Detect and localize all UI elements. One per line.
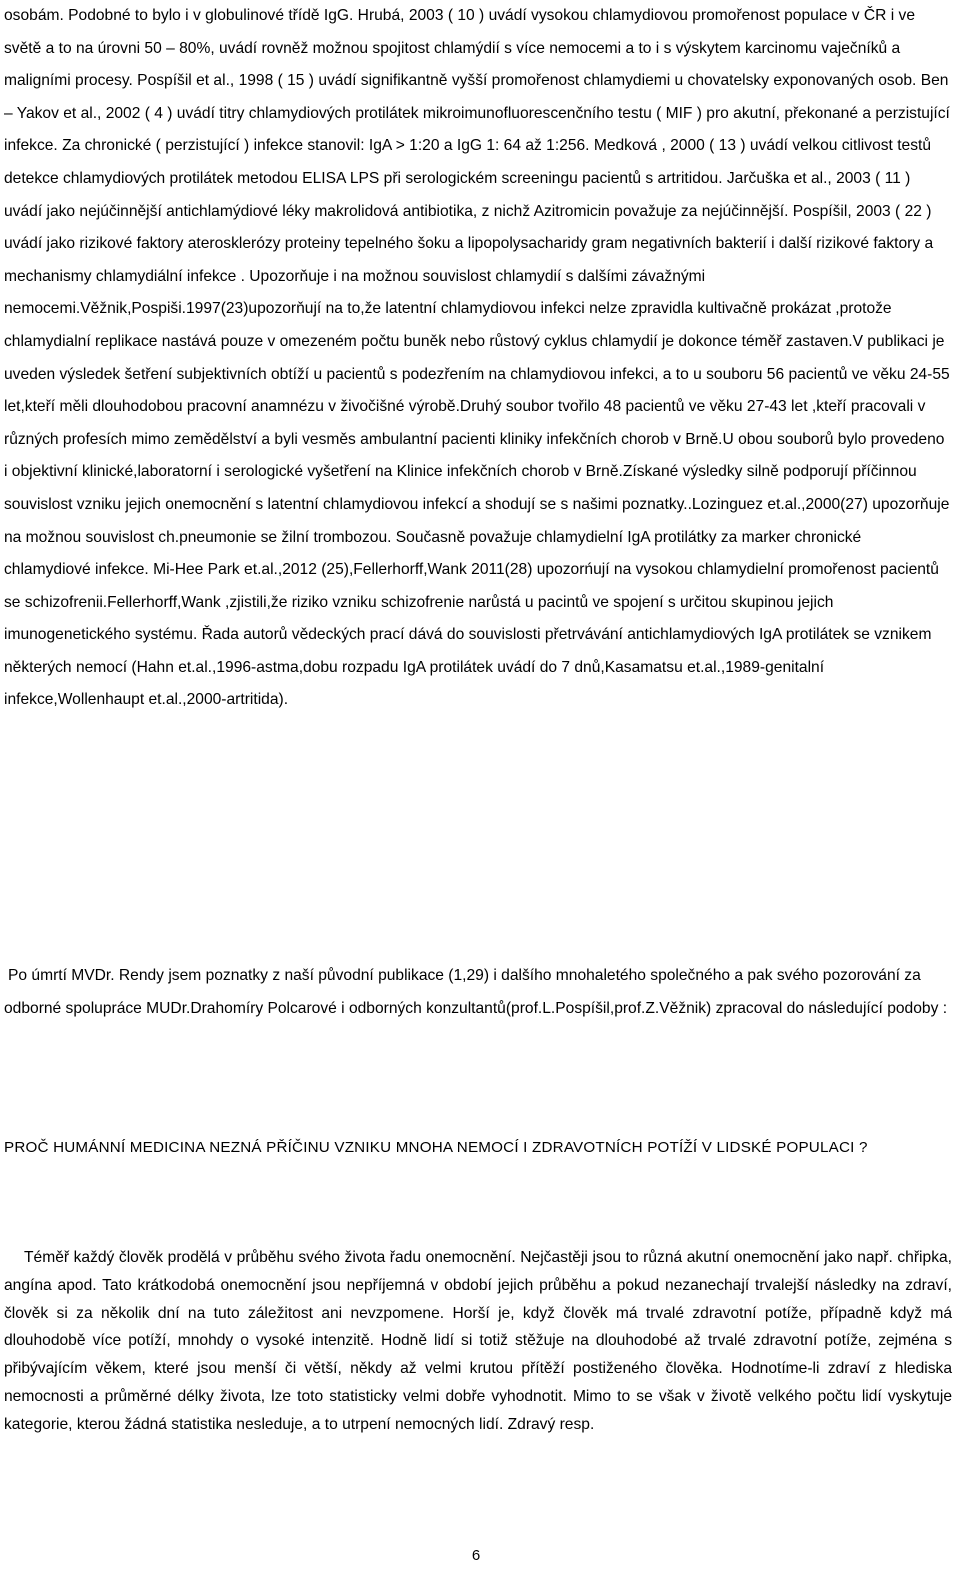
body-paragraph-introduction: Téměř každý člověk prodělá v průběhu svého života řadu onemocnění. Nejčastěji jsou to různá akutní onemocnění jako např. chřipka, angína apod. Tato krátkodobá onemocnění jsou nepříjemná v období jejich průběhu a pokud nezanechají trvalejší následky na zdraví, člověk si za několik dní na tuto záležitost ani nevzpomene. Horší je, když člověk má trvalé zdravotní potíže, případně když má dlouhodobě více potíží, mnohdy o vysoké intenzitě. Hodně lidí si totiž stěžuje na dlouhodobé až trvalé zdravotní potíže, zejména s přibývajícím věkem, které jsou menší či větší, někdy až velmi krutou přítěží postiženého člověka. Hodnotíme-li zdraví z hlediska nemocnosti a průměrné délky života, lze toto statisticky velmi dobře vyhodnotit. Mimo to se však v životě velkého počtu lidí vyskytuje kategorie, kterou žádná statistika nesleduje, a to utrpení nemocných lidí. Zdravý resp. bbox=[4, 1249, 952, 1433]
page-number: 6 bbox=[471, 1547, 481, 1564]
section-heading: PROČ HUMÁNNÍ MEDICINA NEZNÁ PŘÍČINU VZNIKU MNOHA NEMOCÍ I ZDRAVOTNÍCH POTÍŽÍ V LIDSKÉ POPULACI ? bbox=[4, 1139, 868, 1156]
body-paragraph-literature-review: osobám. Podobné to bylo i v globulinové třídě IgG. Hrubá, 2003 ( 10 ) uvádí vysokou chlamydiovou promořenost populace v ČR i ve světě a to na úrovni 50 – 80%, uvádí rovněž možnou spojitost chlamýdií s více nemocemi a to i s výskytem karcinomu vaječníků a maligními procesy. Pospíšil et al., 1998 ( 15 ) uvádí signifikantně vyšší promořenost chlamydiemi u chovatelsky exponovaných osob. Ben – Yakov et al., 2002 ( 4 ) uvádí titry chlamydiových protilátek mikroimunofluorescenčního testu ( MIF ) pro akutní, překonané a perzistující infekce. Za chronické ( perzistující ) infekce stanovil: IgA > 1:20 a IgG 1: 64 až 1:256. Medková , 2000 ( 13 ) uvádí velkou citlivost testů detekce chlamydiových protilátek metodou ELISA LPS při serologickém screeningu pacientů s artritidou. Jarčuška et al., 2003 ( 11 ) uvádí jako nejúčinnější antichlamýdiové léky makrolidová antibiotika, z nichž Azitromicin považuje za nejúčinnější. Pospíšil, 2003 ( 22 ) uvádí jako rizikové faktory aterosklerózy proteiny tepelného šoku a lipopolysacharidy gram negativních bakterií i další rizikové faktory a mechanismy chlamydiální infekce . Upozorňuje i na možnou souvislost chlamydií s dalšími závažnými nemocemi.Věžnik,Pospiši.1997(23)upozorňují na to,že latentní chlamydiovou infekci nelze zpravidla kultivačně prokázat ,protože chlamydialní replikace nastává pouze v omezeném počtu buněk nebo růstový cyklus chlamydií je dokonce téměř zastaven.V publikaci je uveden výsledek šetření subjektivních obtíží u pacientů s podezřením na chlamydiovou infekci, a to u souboru 56 pacientů ve věku 24-55 let,kteří měli dlouhodobou pracovní anamnézu v živočišné výrobě.Druhý soubor tvořilo 48 pacientů ve věku 27-43 let ,kteří pracovali v různých profesích mimo zemědělství a byli vesměs ambulantní pacienti kliniky infekčních chorob v Brně.U obou souborů bylo provedeno i objektivní klinické,laboratorní i serologické vyšetření na Klinice infekčních chorob v Brně.Získané výsledky silně podporují příčinnou souvislost vzniku jejich onemocnění s latentní chlamydiovou infekcí a shodují se s našimi poznatky..Lozinguez et.al.,2000(27) upozorňuje na možnou souvislost ch.pneumonie se žilní trombozou. Současně považuje chlamydielní IgA protilátky za marker chronické chlamydiové infekce. Mi-Hee Park et.al.,2012 (25),Fellerhorff,Wank 2011(28) upozorńují na vysokou chlamydielní promořenost pacientů se schizofrenii.Fellerhorff,Wank ,zjistili,že riziko vzniku schizofrenie narůstá u pacintů ve spojení s určitou skupinou jejich imunogenetického systému. Řada autorů vědeckých prací dává do souvislosti přetrvávání antichlamydiových IgA protilátek se vznikem některých nemocí (Hahn et.al.,1996-astma,dobu rozpadu IgA protilátek uvádí do 7 dnů,Kasamatsu et.al.,1989-genitalní infekce,Wollenhaupt et.al.,2000-artritida). bbox=[4, 7, 950, 709]
body-paragraph-author-note: Po úmrtí MVDr. Rendy jsem poznatky z naší původní publikace (1,29) i dalšího mnohaletého společného a pak svého pozorování za odborné spolupráce MUDr.Drahomíry Polcarové i odborných konzultantů(prof.L.Pospíšil,prof.Z.Věžnik) zpracoval do následující podoby : bbox=[4, 967, 948, 1017]
